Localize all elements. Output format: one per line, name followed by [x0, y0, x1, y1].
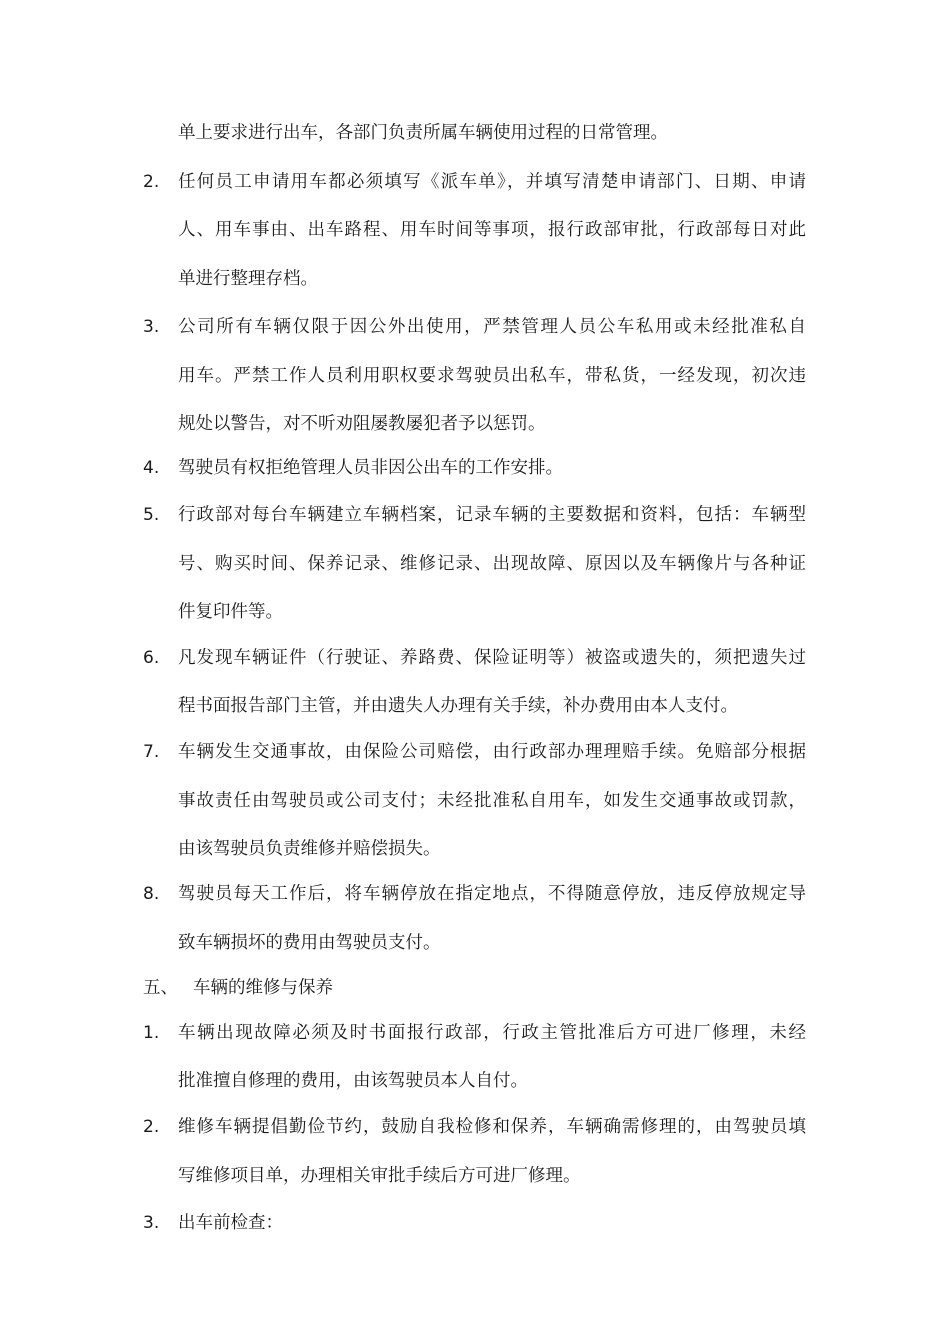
item-number: 1.	[143, 1023, 160, 1043]
line-text: 程书面报告部门主管，并由遗失人办理有关手续，补办费用由本人支付。	[178, 696, 738, 716]
line-text: 件复印件等。	[178, 602, 283, 622]
line-text: 批准擅自修理的费用，由该驾驶员本人自付。	[178, 1071, 528, 1091]
text-line	[0, 215, 950, 245]
item-number: 6.	[143, 648, 160, 668]
section-number: 五、	[143, 978, 178, 998]
line-text: 单上要求进行出车，各部门负责所属车辆使用过程的日常管理。	[178, 123, 668, 143]
text-line	[0, 928, 950, 958]
line-text: 车辆发生交通事故，由保险公司赔偿，由行政部办理理赔手续。免赔部分根据	[178, 742, 806, 762]
item-number: 3.	[143, 1213, 160, 1233]
item-number: 5.	[143, 505, 160, 525]
line-text: 由该驾驶员负责维修并赔偿损失。	[178, 839, 441, 859]
list-item	[0, 643, 950, 673]
text-line	[0, 118, 950, 148]
text-line	[0, 264, 950, 294]
line-text: 致车辆损坏的费用由驾驶员支付。	[178, 933, 441, 953]
line-text: 用车。严禁工作人员利用职权要求驾驶员出私车，带私货，一经发现，初次违	[178, 366, 806, 386]
text-line	[0, 786, 950, 816]
line-text: 驾驶员有权拒绝管理人员非因公出车的工作安排。	[178, 458, 563, 478]
line-text: 公司所有车辆仅限于因公外出使用，严禁管理人员公车私用或未经批准私自	[178, 317, 806, 337]
text-line	[0, 549, 950, 579]
line-text: 人、用车事由、出车路程、用车时间等事项，报行政部审批，行政部每日对此	[178, 220, 806, 240]
list-item	[0, 1112, 950, 1142]
line-text: 单进行整理存档。	[178, 269, 318, 289]
section-title: 车辆的维修与保养	[193, 978, 333, 998]
line-text: 维修车辆提倡勤俭节约，鼓励自我检修和保养，车辆确需修理的，由驾驶员填	[178, 1117, 806, 1137]
line-text: 规处以警告，对不听劝阻屡教屡犯者予以惩罚。	[178, 414, 546, 434]
text-line	[0, 597, 950, 627]
list-item	[0, 879, 950, 909]
text-line	[0, 691, 950, 721]
text-line	[0, 1066, 950, 1096]
list-item	[0, 312, 950, 342]
section-heading	[0, 973, 950, 1003]
line-text: 车辆出现故障必须及时书面报行政部，行政主管批准后方可进厂修理，未经	[178, 1023, 806, 1043]
text-line	[0, 361, 950, 391]
item-number: 2.	[143, 172, 160, 192]
item-number: 4.	[143, 458, 160, 478]
item-number: 7.	[143, 742, 160, 762]
text-line	[0, 1161, 950, 1191]
line-text: 行政部对每台车辆建立车辆档案，记录车辆的主要数据和资料，包括：车辆型	[178, 505, 806, 525]
text-line	[0, 409, 950, 439]
line-text: 事故责任由驾驶员或公司支付；未经批准私自用车，如发生交通事故或罚款，	[178, 791, 806, 811]
list-item	[0, 167, 950, 197]
list-item	[0, 500, 950, 530]
item-number: 8.	[143, 884, 160, 904]
line-text: 号、购买时间、保养记录、维修记录、出现故障、原因以及车辆像片与各种证	[178, 554, 806, 574]
line-text: 驾驶员每天工作后，将车辆停放在指定地点，不得随意停放，违反停放规定导	[178, 884, 806, 904]
line-text: 凡发现车辆证件（行驶证、养路费、保险证明等）被盗或遗失的，须把遗失过	[178, 648, 806, 668]
list-item	[0, 1208, 950, 1238]
item-number: 3.	[143, 317, 160, 337]
line-text: 写维修项目单，办理相关审批手续后方可进厂修理。	[178, 1166, 581, 1186]
text-line	[0, 834, 950, 864]
line-text: 任何员工申请用车都必须填写《派车单》，并填写清楚申请部门、日期、申请	[178, 172, 806, 192]
list-item	[0, 453, 950, 483]
line-text: 出车前检查：	[178, 1213, 283, 1233]
list-item	[0, 737, 950, 767]
item-number: 2.	[143, 1117, 160, 1137]
list-item	[0, 1018, 950, 1048]
